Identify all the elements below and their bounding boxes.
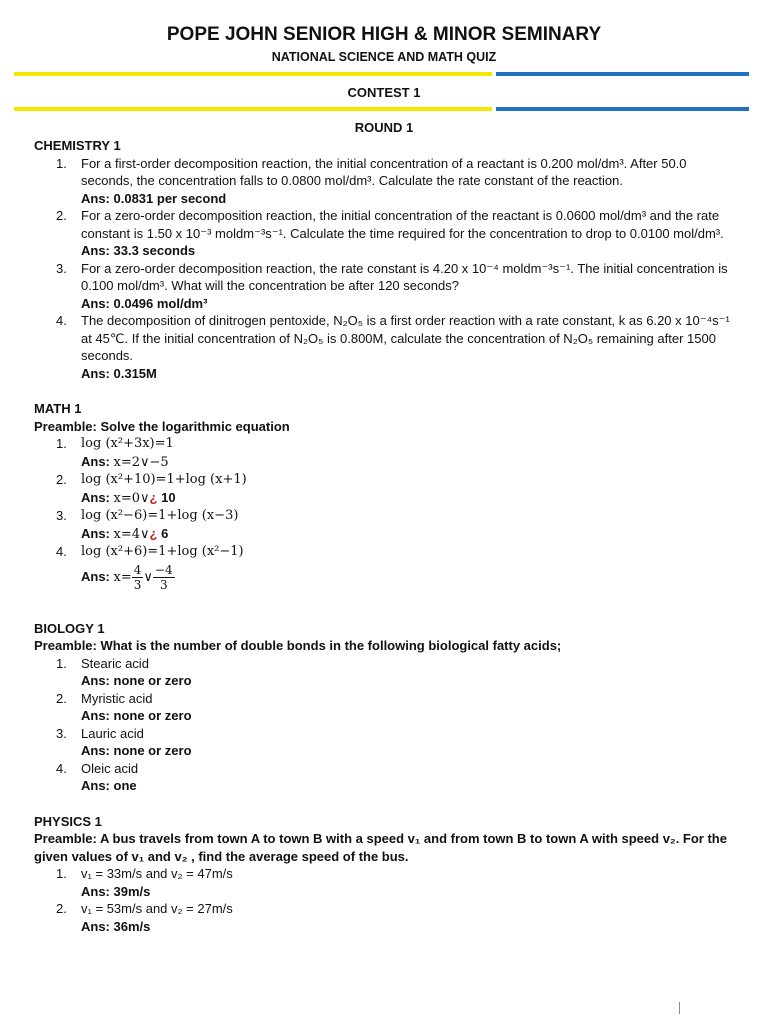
list-item bbox=[34, 690, 734, 725]
answer-math: x=0∨ bbox=[113, 490, 150, 506]
answer-text: Ans: none or zero bbox=[81, 743, 192, 758]
list-item bbox=[34, 207, 734, 260]
fraction-positive: $\frac{4}{3}$ bbox=[133, 562, 142, 592]
question-text: v₁ = 53m/s and v₂ = 27m/s bbox=[81, 901, 233, 916]
equation: log (x²+3x)=1 bbox=[81, 436, 174, 451]
item-number: 2. bbox=[56, 208, 67, 223]
question-text: Oleic acid bbox=[81, 760, 139, 776]
list-item bbox=[34, 435, 734, 471]
equation: log (x²−6)=1+log (x−3) bbox=[81, 508, 239, 523]
equation: log (x²+10)=1+log (x+1) bbox=[81, 472, 247, 487]
item-number: 2. bbox=[56, 690, 67, 706]
answer-text: Ans: 0.315M bbox=[81, 365, 157, 381]
physics-title: PHYSICS 1 bbox=[34, 813, 102, 829]
answer-text: Ans: one bbox=[81, 778, 137, 793]
answer-tail: 6 bbox=[157, 525, 169, 541]
question-text: For a zero-order decomposition reaction, the rate constant is 4.20 x 10⁻⁴ moldm⁻³s⁻¹. The initial concentration is 0.100 mol/dm³. What will the concentration be after 120 seconds? bbox=[81, 260, 728, 293]
question-text: Lauric acid bbox=[81, 725, 144, 741]
math-preamble: Preamble: Solve the logarithmic equation bbox=[34, 418, 290, 434]
blue-rule-top bbox=[496, 72, 749, 76]
list-item bbox=[34, 655, 734, 690]
list-item bbox=[34, 312, 734, 382]
answer-math: x=4∨ bbox=[113, 526, 150, 542]
math-title: MATH 1 bbox=[34, 401, 82, 416]
list-item bbox=[34, 900, 734, 935]
fraction-negative: $\frac{-4}{3}$ bbox=[154, 562, 173, 592]
question-text: Myristic acid bbox=[81, 690, 153, 706]
question-text: The decomposition of dinitrogen pentoxide, N₂O₅ is a first order reaction with a rate constant, k as 6.20 x 10⁻⁴s⁻¹ at 45℃. If the initial concentration of N₂O₅ is 0.800M, calculate the concentration of N₂O₅ remaining after 1500 seconds. bbox=[81, 313, 730, 363]
physics-preamble: Preamble: A bus travels from town A to town B with a speed v₁ and from town B to town A with speed v₂. For the given values of v₁ and v₂ , find the average speed of the bus. bbox=[34, 831, 727, 864]
answer-label: Ans: bbox=[81, 568, 110, 584]
biology-title: BIOLOGY 1 bbox=[34, 620, 105, 636]
blue-rule-bottom bbox=[496, 107, 749, 111]
list-item bbox=[34, 543, 734, 592]
yellow-rule-top bbox=[14, 72, 492, 76]
item-number: 4. bbox=[56, 313, 67, 328]
list-item bbox=[34, 155, 734, 208]
chemistry-title: CHEMISTRY 1 bbox=[34, 138, 121, 153]
answer-label: Ans: bbox=[81, 489, 110, 505]
item-number: 3. bbox=[56, 260, 67, 276]
item-number: 3. bbox=[56, 508, 67, 523]
answer-glyph: ¿ bbox=[149, 489, 158, 505]
document-title: POPE JOHN SENIOR HIGH & MINOR SEMINARY bbox=[166, 24, 602, 45]
list-item bbox=[34, 507, 734, 543]
answer-text: Ans: 0.0831 per second bbox=[81, 190, 227, 206]
list-item bbox=[34, 260, 734, 313]
biology-preamble: Preamble: What is the number of double bonds in the following biological fatty acids; bbox=[34, 638, 562, 653]
answer-line bbox=[81, 525, 734, 544]
answer-line bbox=[81, 563, 734, 592]
answer-text: Ans: none or zero bbox=[81, 708, 192, 723]
item-number: 1. bbox=[56, 866, 67, 881]
math-list bbox=[34, 435, 734, 592]
list-item bbox=[34, 725, 734, 760]
item-number: 1. bbox=[56, 155, 67, 171]
equation: log (x²+6)=1+log (x²−1) bbox=[81, 544, 244, 559]
answer-glyph: ¿ bbox=[149, 525, 158, 541]
list-item bbox=[34, 760, 734, 795]
physics-list bbox=[34, 865, 734, 935]
answer-math: x= bbox=[113, 569, 132, 585]
answer-label: Ans: bbox=[81, 453, 110, 469]
answer-text: Ans: 33.3 seconds bbox=[81, 243, 196, 258]
item-number: 3. bbox=[56, 725, 67, 741]
item-number: 2. bbox=[56, 472, 67, 487]
question-text: For a zero-order decomposition reaction, the initial concentration of the reactant is 0.0600 mol/dm³ and the rate constant is 1.50 x 10⁻³ moldm⁻³s⁻¹. Calculate the time required for the concentration to drop to 0.0100 mol/dm³. bbox=[81, 208, 724, 241]
list-item bbox=[34, 471, 734, 507]
yellow-rule-bottom bbox=[14, 107, 492, 111]
chemistry-list bbox=[34, 155, 734, 383]
answer-text: Ans: none or zero bbox=[81, 673, 192, 688]
answer-text: Ans: 36m/s bbox=[81, 918, 151, 934]
contest-heading: CONTEST 1 bbox=[347, 85, 421, 100]
answer-label: Ans: bbox=[81, 525, 110, 541]
item-number: 4. bbox=[56, 544, 67, 559]
answer-line bbox=[81, 453, 734, 472]
question-text: Stearic acid bbox=[81, 655, 149, 671]
or-symbol: ∨ bbox=[143, 569, 153, 585]
answer-text: Ans: 0.0496 mol/dm³ bbox=[81, 295, 208, 311]
item-number: 1. bbox=[56, 436, 67, 451]
round-heading: ROUND 1 bbox=[354, 120, 414, 135]
page-edge-mark bbox=[679, 1002, 680, 1014]
item-number: 2. bbox=[56, 901, 67, 916]
document-subtitle: NATIONAL SCIENCE AND MATH QUIZ bbox=[271, 50, 497, 64]
item-number: 4. bbox=[56, 760, 67, 776]
question-text: v₁ = 33m/s and v₂ = 47m/s bbox=[81, 866, 233, 881]
quiz-content bbox=[34, 137, 734, 935]
item-number: 1. bbox=[56, 655, 67, 671]
answer-tail: 10 bbox=[157, 489, 176, 505]
biology-list bbox=[34, 655, 734, 795]
answer-text: Ans: 39m/s bbox=[81, 883, 151, 899]
question-text: For a first-order decomposition reaction, the initial concentration of a reactant is 0.200 mol/dm³. After 50.0 seconds, the concentration falls to 0.0800 mol/dm³. Calculate the rate constant of the reaction. bbox=[81, 155, 687, 188]
list-item bbox=[34, 865, 734, 900]
answer-line bbox=[81, 489, 734, 508]
answer-math: x=2∨−5 bbox=[113, 454, 169, 470]
